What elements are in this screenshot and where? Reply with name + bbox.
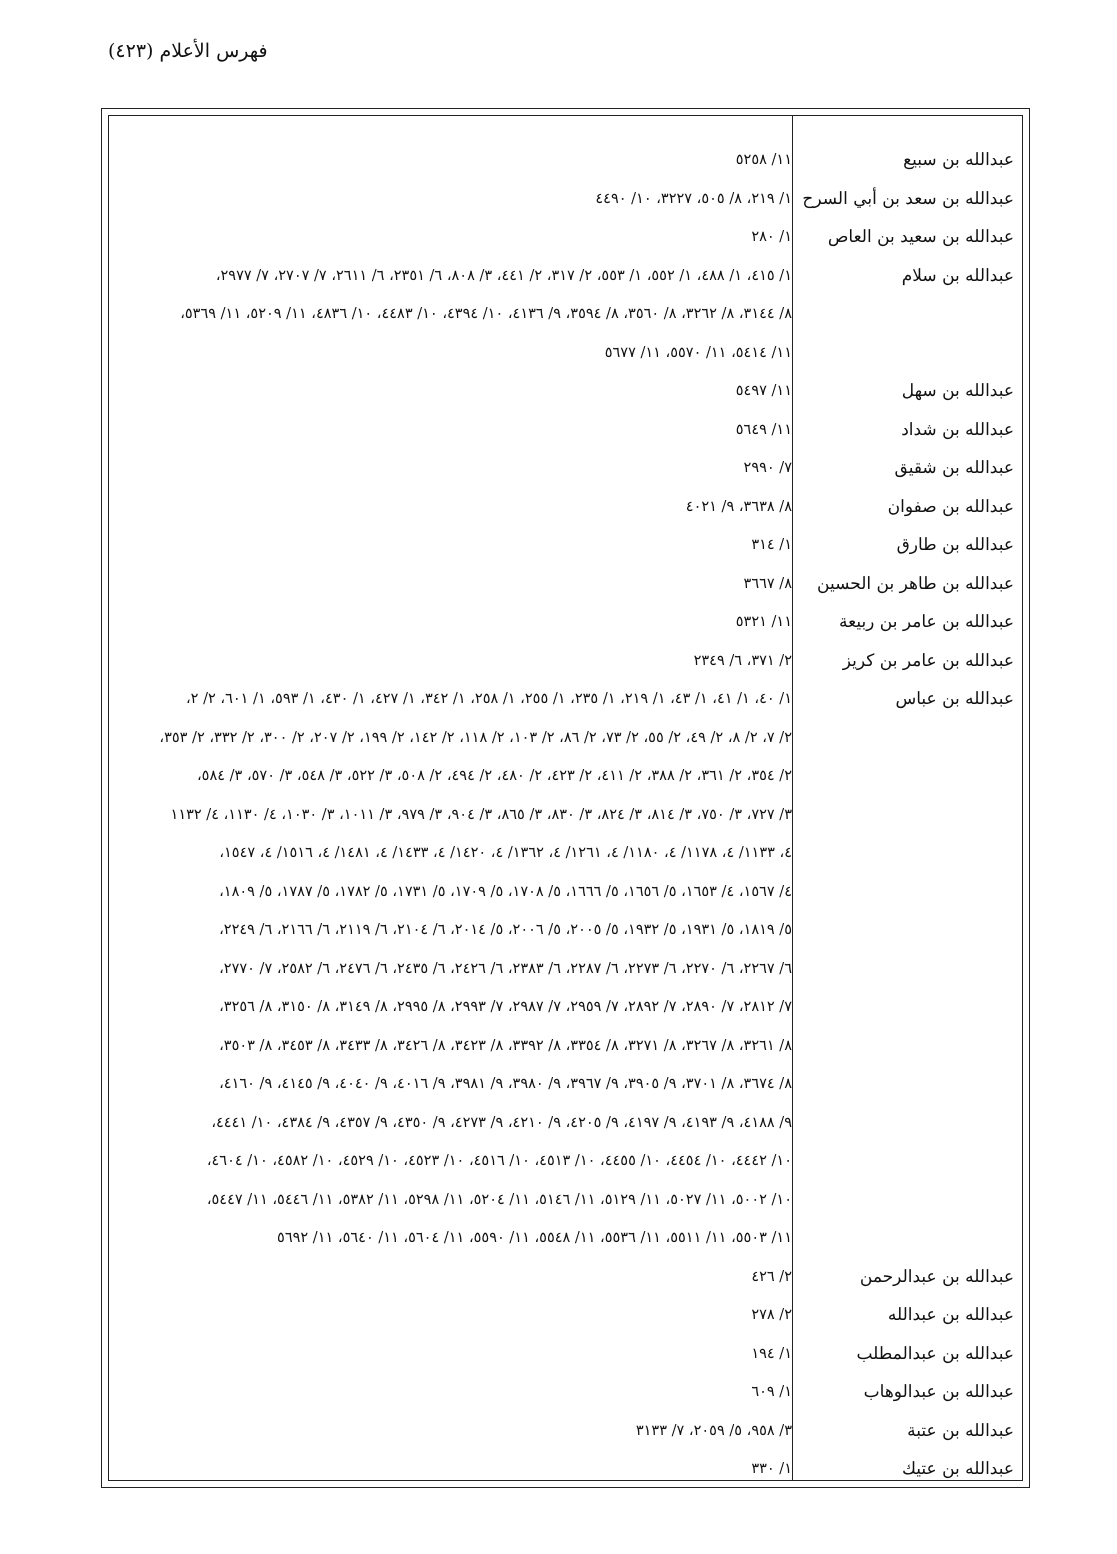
entry-references: ٥/ ١٨١٩، ٥/ ١٩٣١، ٥/ ١٩٣٢، ٥/ ٢٠٠٥، ٥/ ٢٠٠٦، ٥/ ٢٠١٤، ٦/ ٢١٠٤، ٦/ ٢١١٩، ٦/ ٢١٦٦، ٦/ ٢٢٤٩،: [219, 922, 792, 938]
entry-references: ٣/ ٧٢٧، ٣/ ٧٥٠، ٣/ ٨١٤، ٣/ ٨٢٤، ٣/ ٨٣٠، ٣/ ٨٦٥، ٣/ ٩٠٤، ٣/ ٩٧٩، ٣/ ١٠١١، ٣/ ١٠٣٠، ٤/ ١١٣٠، ٤/ ١١٣٢: [170, 806, 792, 823]
index-entry-continuation: [109, 873, 1022, 912]
entry-name: عبدالله بن سهل: [901, 381, 1014, 401]
entry-references: ١١/ ٥٣٢١: [735, 614, 792, 630]
index-table-frame: [101, 108, 1030, 1488]
index-entry-continuation: [109, 1142, 1022, 1181]
index-entry: [109, 411, 1022, 450]
entry-references: ١١/ ٥٤٩٧: [735, 383, 792, 399]
entry-references: ١١/ ٥٥٠٣، ١١/ ٥٥١١، ١١/ ٥٥٣٦، ١١/ ٥٥٤٨، ١١/ ٥٥٩٠، ١١/ ٥٦٠٤، ١١/ ٥٦٤٠، ١١/ ٥٦٩٢: [277, 1230, 792, 1246]
index-entry: [109, 642, 1022, 681]
index-table: [108, 115, 1023, 1481]
index-entry: [109, 449, 1022, 488]
index-entry: [109, 1296, 1022, 1335]
index-entry: [109, 1258, 1022, 1297]
index-entry: [109, 680, 1022, 719]
entry-references: ٦/ ٢٢٦٧، ٦/ ٢٢٧٠، ٦/ ٢٢٧٣، ٦/ ٢٢٨٧، ٦/ ٢٣٨٣، ٦/ ٢٤٢٦، ٦/ ٢٤٣٥، ٦/ ٢٤٧٦، ٦/ ٢٥٨٢، ٧/ ٢٧٧٠،: [219, 960, 792, 977]
entry-name: عبدالله بن عبدالله: [887, 1305, 1014, 1325]
index-entries: [109, 141, 1022, 1489]
entry-name: عبدالله بن عامر بن كريز: [842, 650, 1014, 671]
entry-references: ١/ ١٩٤: [751, 1345, 792, 1362]
entry-name: عبدالله بن عبدالوهاب: [863, 1382, 1014, 1402]
entry-name: عبدالله بن شداد: [901, 419, 1014, 440]
index-entry-continuation: [109, 1065, 1022, 1104]
entry-references: ٨/ ٣٢٦١، ٨/ ٣٢٦٧، ٨/ ٣٢٧١، ٨/ ٣٣٥٤، ٨/ ٣٣٩٢، ٨/ ٣٤٢٣، ٨/ ٣٤٢٦، ٨/ ٣٤٣٣، ٨/ ٣٤٥٣، ٨/ ٣٥٠٣،: [219, 1037, 792, 1054]
entry-references: ٢/ ٧، ٢/ ٨، ٢/ ٤٩، ٢/ ٥٥، ٢/ ٧٣، ٢/ ٨٦، ٢/ ١٠٣، ٢/ ١١٨، ٢/ ١٤٢، ٢/ ١٩٩، ٢/ ٢٠٧، ٢/ ٣٠٠، ٢/ ٣٣٢، ٢/ ٣٥٣،: [159, 729, 792, 746]
entry-name: عبدالله بن عبدالرحمن: [859, 1266, 1014, 1287]
index-entry: [109, 1450, 1022, 1489]
entry-references: ٨/ ٣٦٣٨، ٩/ ٤٠٢١: [685, 498, 792, 515]
index-entry: [109, 488, 1022, 527]
index-entry: [109, 565, 1022, 604]
entry-references: ٨/ ٣٦٧٤، ٨/ ٣٧٠١، ٩/ ٣٩٠٥، ٩/ ٣٩٦٧، ٩/ ٣٩٨٠، ٩/ ٣٩٨١، ٩/ ٤٠١٦، ٩/ ٤٠٤٠، ٩/ ٤١٤٥، ٩/ ٤١٦٠،: [219, 1076, 792, 1092]
entry-name: عبدالله بن شقيق: [894, 458, 1014, 478]
entry-name: عبدالله بن سبيع: [903, 150, 1014, 170]
entry-references: ١/ ٣١٤: [751, 537, 792, 553]
index-entry: [109, 1335, 1022, 1374]
entry-name: عبدالله بن عامر بن ربيعة: [839, 612, 1014, 632]
index-entry: [109, 141, 1022, 180]
entry-name: عبدالله بن سعيد بن العاص: [827, 227, 1014, 247]
entry-references: ١/ ٤٠، ١/ ٤١، ١/ ٤٣، ١/ ٢١٩، ١/ ٢٣٥، ١/ ٢٥٥، ١/ ٢٥٨، ١/ ٣٤٢، ١/ ٤٢٧، ١/ ٤٣٠، ١/ ٥٩٣، ١/ ٦٠١، ٢/ ٢،: [185, 691, 792, 707]
entry-references: ١/ ٣٣٠: [751, 1461, 792, 1477]
index-entry: [109, 526, 1022, 565]
entry-references: ١١/ ٥٦٤٩: [735, 421, 792, 438]
index-entry-continuation: [109, 1219, 1022, 1258]
index-entry-continuation: [109, 295, 1022, 334]
entry-name: عبدالله بن عبدالمطلب: [856, 1343, 1014, 1364]
index-entry: [109, 1373, 1022, 1412]
entry-name: عبدالله بن صفوان: [887, 496, 1014, 517]
entry-references: ٤، ١١٣٣/ ٤، ١١٧٨/ ٤، ١١٨٠/ ٤، ١٢٦١/ ٤، ١٣٦٢/ ٤، ١٤٢٠/ ٤، ١٤٣٣/ ٤، ١٤٨١/ ٤، ١٥١٦/ ٤، ١٥٤٧،: [219, 845, 792, 861]
index-entry: [109, 1412, 1022, 1451]
index-entry-continuation: [109, 757, 1022, 796]
index-entry: [109, 218, 1022, 257]
entry-name: عبدالله بن سعد بن أبي السرح: [802, 188, 1014, 209]
index-entry-continuation: [109, 719, 1022, 758]
entry-references: ١/ ٦٠٩: [751, 1384, 792, 1400]
index-entry-continuation: [109, 1181, 1022, 1220]
index-entry-continuation: [109, 988, 1022, 1027]
entry-name: عبدالله بن طارق: [896, 535, 1014, 555]
index-entry-continuation: [109, 796, 1022, 835]
entry-references: ٢/ ٣٧١، ٦/ ٢٣٤٩: [693, 652, 792, 669]
entry-references: ٧/ ٢٨١٢، ٧/ ٢٨٩٠، ٧/ ٢٨٩٢، ٧/ ٢٩٥٩، ٧/ ٢٩٨٧، ٧/ ٢٩٩٣، ٨/ ٢٩٩٥، ٨/ ٣١٤٩، ٨/ ٣١٥٠، ٨/ ٣٢٥٦،: [219, 999, 792, 1015]
index-entry: [109, 372, 1022, 411]
entry-references: ٢/ ٤٢٦: [751, 1268, 792, 1285]
entry-references: ١/ ٤١٥، ١/ ٤٨٨، ١/ ٥٥٢، ١/ ٥٥٣، ٢/ ٣١٧، ٢/ ٤٤١، ٣/ ٨٠٨، ٦/ ٢٣٥١، ٦/ ٢٦١١، ٧/ ٢٧٠٧، ٧/ ٢٩٧٧،: [215, 267, 792, 284]
entry-references: ١/ ٢٨٠: [751, 229, 792, 245]
index-entry-continuation: [109, 334, 1022, 373]
entry-references: ٣/ ٩٥٨، ٥/ ٢٠٥٩، ٧/ ٣١٣٣: [635, 1422, 792, 1439]
index-entry: [109, 257, 1022, 296]
entry-name: عبدالله بن عتبة: [907, 1420, 1014, 1441]
index-entry-continuation: [109, 1027, 1022, 1066]
entry-references: ١٠/ ٤٤٤٢، ١٠/ ٤٤٥٤، ١٠/ ٤٤٥٥، ١٠/ ٤٥١٣، ١٠/ ٤٥١٦، ١٠/ ٤٥٢٣، ١٠/ ٤٥٢٩، ١٠/ ٤٥٨٢، ١٠/ ٤٦٠٤،: [206, 1153, 792, 1169]
index-entry-continuation: [109, 834, 1022, 873]
page-header: فهرس الأعلام (٤٢٣): [108, 40, 268, 62]
entry-references: ٨/ ٣١٤٤، ٨/ ٣٢٦٢، ٨/ ٣٥٦٠، ٨/ ٣٥٩٤، ٩/ ٤١٣٦، ١٠/ ٤٣٩٤، ١٠/ ٤٤٨٣، ١٠/ ٤٨٣٦، ١١/ ٥٢٠٩، ١١/ ٥٣٦٩،: [180, 306, 792, 322]
entry-references: ١١/ ٥٢٥٨: [735, 152, 792, 168]
entry-references: ٤/ ١٥٦٧، ٤/ ١٦٥٣، ٥/ ١٦٥٦، ٥/ ١٦٦٦، ٥/ ١٧٠٨، ٥/ ١٧٠٩، ٥/ ١٧٣١، ٥/ ١٧٨٢، ٥/ ١٧٨٧، ٥/ ١٨٠٩،: [219, 883, 792, 900]
entry-references: ٨/ ٣٦٦٧: [743, 575, 792, 592]
index-entry-continuation: [109, 950, 1022, 989]
index-entry: [109, 603, 1022, 642]
entry-references: ٢/ ٣٥٤، ٢/ ٣٦١، ٢/ ٣٨٨، ٢/ ٤١١، ٢/ ٤٢٣، ٢/ ٤٨٠، ٢/ ٤٩٤، ٢/ ٥٠٨، ٣/ ٥٢٢، ٣/ ٥٤٨، ٣/ ٥٧٠، ٣/ ٥٨٤،: [196, 768, 792, 784]
entry-references: ٩/ ٤١٨٨، ٩/ ٤١٩٣، ٩/ ٤١٩٧، ٩/ ٤٢٠٥، ٩/ ٤٢١٠، ٩/ ٤٢٧٣، ٩/ ٤٣٥٠، ٩/ ٤٣٥٧، ٩/ ٤٣٨٤، ١٠/ ٤٤٤١،: [211, 1114, 792, 1131]
entry-name: عبدالله بن سلام: [901, 265, 1014, 286]
index-entry: [109, 180, 1022, 219]
entry-references: ٧/ ٢٩٩٠: [743, 460, 792, 476]
entry-references: ٢/ ٢٧٨: [751, 1307, 792, 1323]
entry-references: ١٠/ ٥٠٠٢، ١١/ ٥٠٢٧، ١١/ ٥١٢٩، ١١/ ٥١٤٦، ١١/ ٥٢٠٤، ١١/ ٥٢٩٨، ١١/ ٥٣٨٢، ١١/ ٥٤٤٦، ١١/ ٥٤٤٧،: [206, 1191, 792, 1208]
entry-name: عبدالله بن عباس: [895, 689, 1014, 709]
entry-references: ١١/ ٥٤١٤، ١١/ ٥٥٧٠، ١١/ ٥٦٧٧: [604, 344, 792, 361]
entry-references: ١/ ٢١٩، ٨/ ٥٠٥، ٣٢٢٧، ١٠/ ٤٤٩٠: [595, 190, 792, 207]
index-entry-continuation: [109, 1104, 1022, 1143]
entry-name: عبدالله بن طاهر بن الحسين: [817, 573, 1014, 594]
entry-name: عبدالله بن عتيك: [901, 1459, 1014, 1479]
index-entry-continuation: [109, 911, 1022, 950]
